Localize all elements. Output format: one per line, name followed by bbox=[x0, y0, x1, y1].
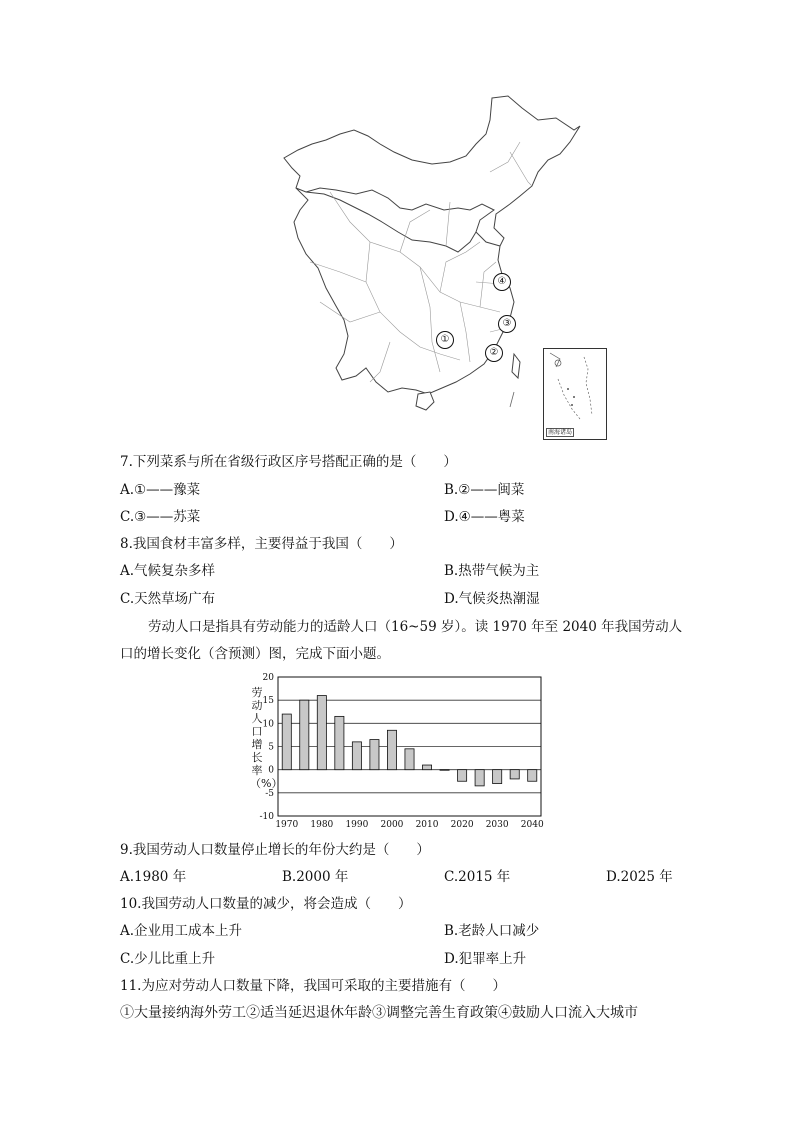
bar bbox=[282, 714, 291, 770]
y-tick-label: -10 bbox=[259, 812, 274, 822]
q8-option-c[interactable]: C.天然草场广布 bbox=[120, 591, 216, 607]
q11-stem: 11.为应对劳动人口数量下降，我国可采取的主要措施有（ ） bbox=[120, 978, 506, 994]
q11-options: ①大量接纳海外劳工②适当延迟退休年龄③调整完善生育政策④鼓励人口流入大城市 bbox=[120, 1005, 638, 1021]
q7-stem: 7.下列菜系与所在省级行政区序号搭配正确的是（ ） bbox=[120, 454, 457, 470]
labor-growth-chart bbox=[240, 672, 550, 834]
bar bbox=[352, 742, 361, 770]
bar bbox=[405, 749, 414, 770]
x-tick-label: 2000 bbox=[380, 820, 404, 830]
inset-label: 南海诸岛 bbox=[548, 429, 573, 436]
bar bbox=[440, 770, 449, 771]
hainan-island bbox=[416, 392, 434, 410]
x-tick-label: 2020 bbox=[450, 820, 474, 830]
province-marker-4: ④ bbox=[493, 273, 511, 291]
q10-stem: 10.我国劳动人口数量的减少，将会造成（ ） bbox=[120, 896, 412, 912]
q9-option-d[interactable]: D.2025 年 bbox=[606, 869, 673, 885]
y-tick-label: 5 bbox=[268, 742, 274, 753]
q9-option-a[interactable]: A.1980 年 bbox=[120, 869, 187, 885]
bar bbox=[528, 770, 537, 782]
q8-option-a[interactable]: A.气候复杂多样 bbox=[120, 563, 216, 579]
q8-option-b[interactable]: B.热带气候为主 bbox=[444, 563, 540, 579]
y-tick-label: 0 bbox=[268, 765, 274, 776]
chart-y-axis-label: 劳动人口增长率（%） bbox=[250, 686, 283, 790]
bar bbox=[458, 770, 467, 782]
q8-stem: 8.我国食材丰富多样，主要得益于我国（ ） bbox=[120, 536, 403, 552]
south-china-sea-inset bbox=[543, 348, 607, 440]
bar bbox=[370, 740, 379, 770]
q7-option-b[interactable]: B.②——闽菜 bbox=[444, 482, 525, 498]
china-outline bbox=[284, 96, 580, 394]
bar bbox=[317, 696, 326, 770]
y-tick-label: -5 bbox=[265, 788, 274, 799]
bar bbox=[300, 700, 309, 770]
intro-line-1: 劳动人口是指具有劳动能力的适龄人口（16~59 岁）。读 1970 年至 2040 年我国劳动人 bbox=[148, 619, 683, 635]
q9-option-c[interactable]: C.2015 年 bbox=[444, 869, 511, 885]
bar bbox=[510, 770, 519, 779]
q8-option-d[interactable]: D.气候炎热潮湿 bbox=[444, 591, 540, 607]
bar bbox=[387, 730, 396, 769]
q10-option-d[interactable]: D.犯罪率上升 bbox=[444, 951, 527, 967]
y-tick-label: 20 bbox=[262, 673, 274, 683]
y-tick-label: 15 bbox=[262, 696, 274, 707]
q7-option-c[interactable]: C.③——苏菜 bbox=[120, 509, 201, 525]
province-marker-2: ② bbox=[485, 344, 503, 362]
inset-islands bbox=[544, 349, 606, 439]
province-marker-3: ③ bbox=[498, 315, 516, 333]
x-tick-label: 1970 bbox=[275, 820, 299, 830]
q10-option-b[interactable]: B.老龄人口减少 bbox=[444, 923, 540, 939]
q9-option-b[interactable]: B.2000 年 bbox=[282, 869, 349, 885]
bar bbox=[493, 770, 502, 784]
y-tick-label: 10 bbox=[262, 719, 274, 730]
q9-stem: 9.我国劳动人口数量停止增长的年份大约是（ ） bbox=[120, 842, 430, 858]
x-tick-label: 2040 bbox=[520, 820, 544, 830]
q10-option-c[interactable]: C.少儿比重上升 bbox=[120, 951, 216, 967]
taiwan-island bbox=[512, 354, 520, 378]
x-tick-label: 2030 bbox=[485, 820, 509, 830]
q10-option-a[interactable]: A.企业用工成本上升 bbox=[120, 923, 243, 939]
bar bbox=[422, 765, 431, 770]
x-tick-label: 2010 bbox=[415, 820, 439, 830]
intro-line-2: 口的增长变化（含预测）图，完成下面小题。 bbox=[120, 646, 390, 662]
bar bbox=[475, 770, 484, 786]
province-marker-1: ① bbox=[436, 331, 454, 349]
sea-boundary-line bbox=[510, 392, 514, 407]
x-tick-label: 1980 bbox=[310, 820, 334, 830]
bar bbox=[335, 716, 344, 769]
x-tick-label: 1990 bbox=[345, 820, 369, 830]
q7-option-a[interactable]: A.①——豫菜 bbox=[120, 482, 201, 498]
q7-option-d[interactable]: D.④——粤菜 bbox=[444, 509, 525, 525]
